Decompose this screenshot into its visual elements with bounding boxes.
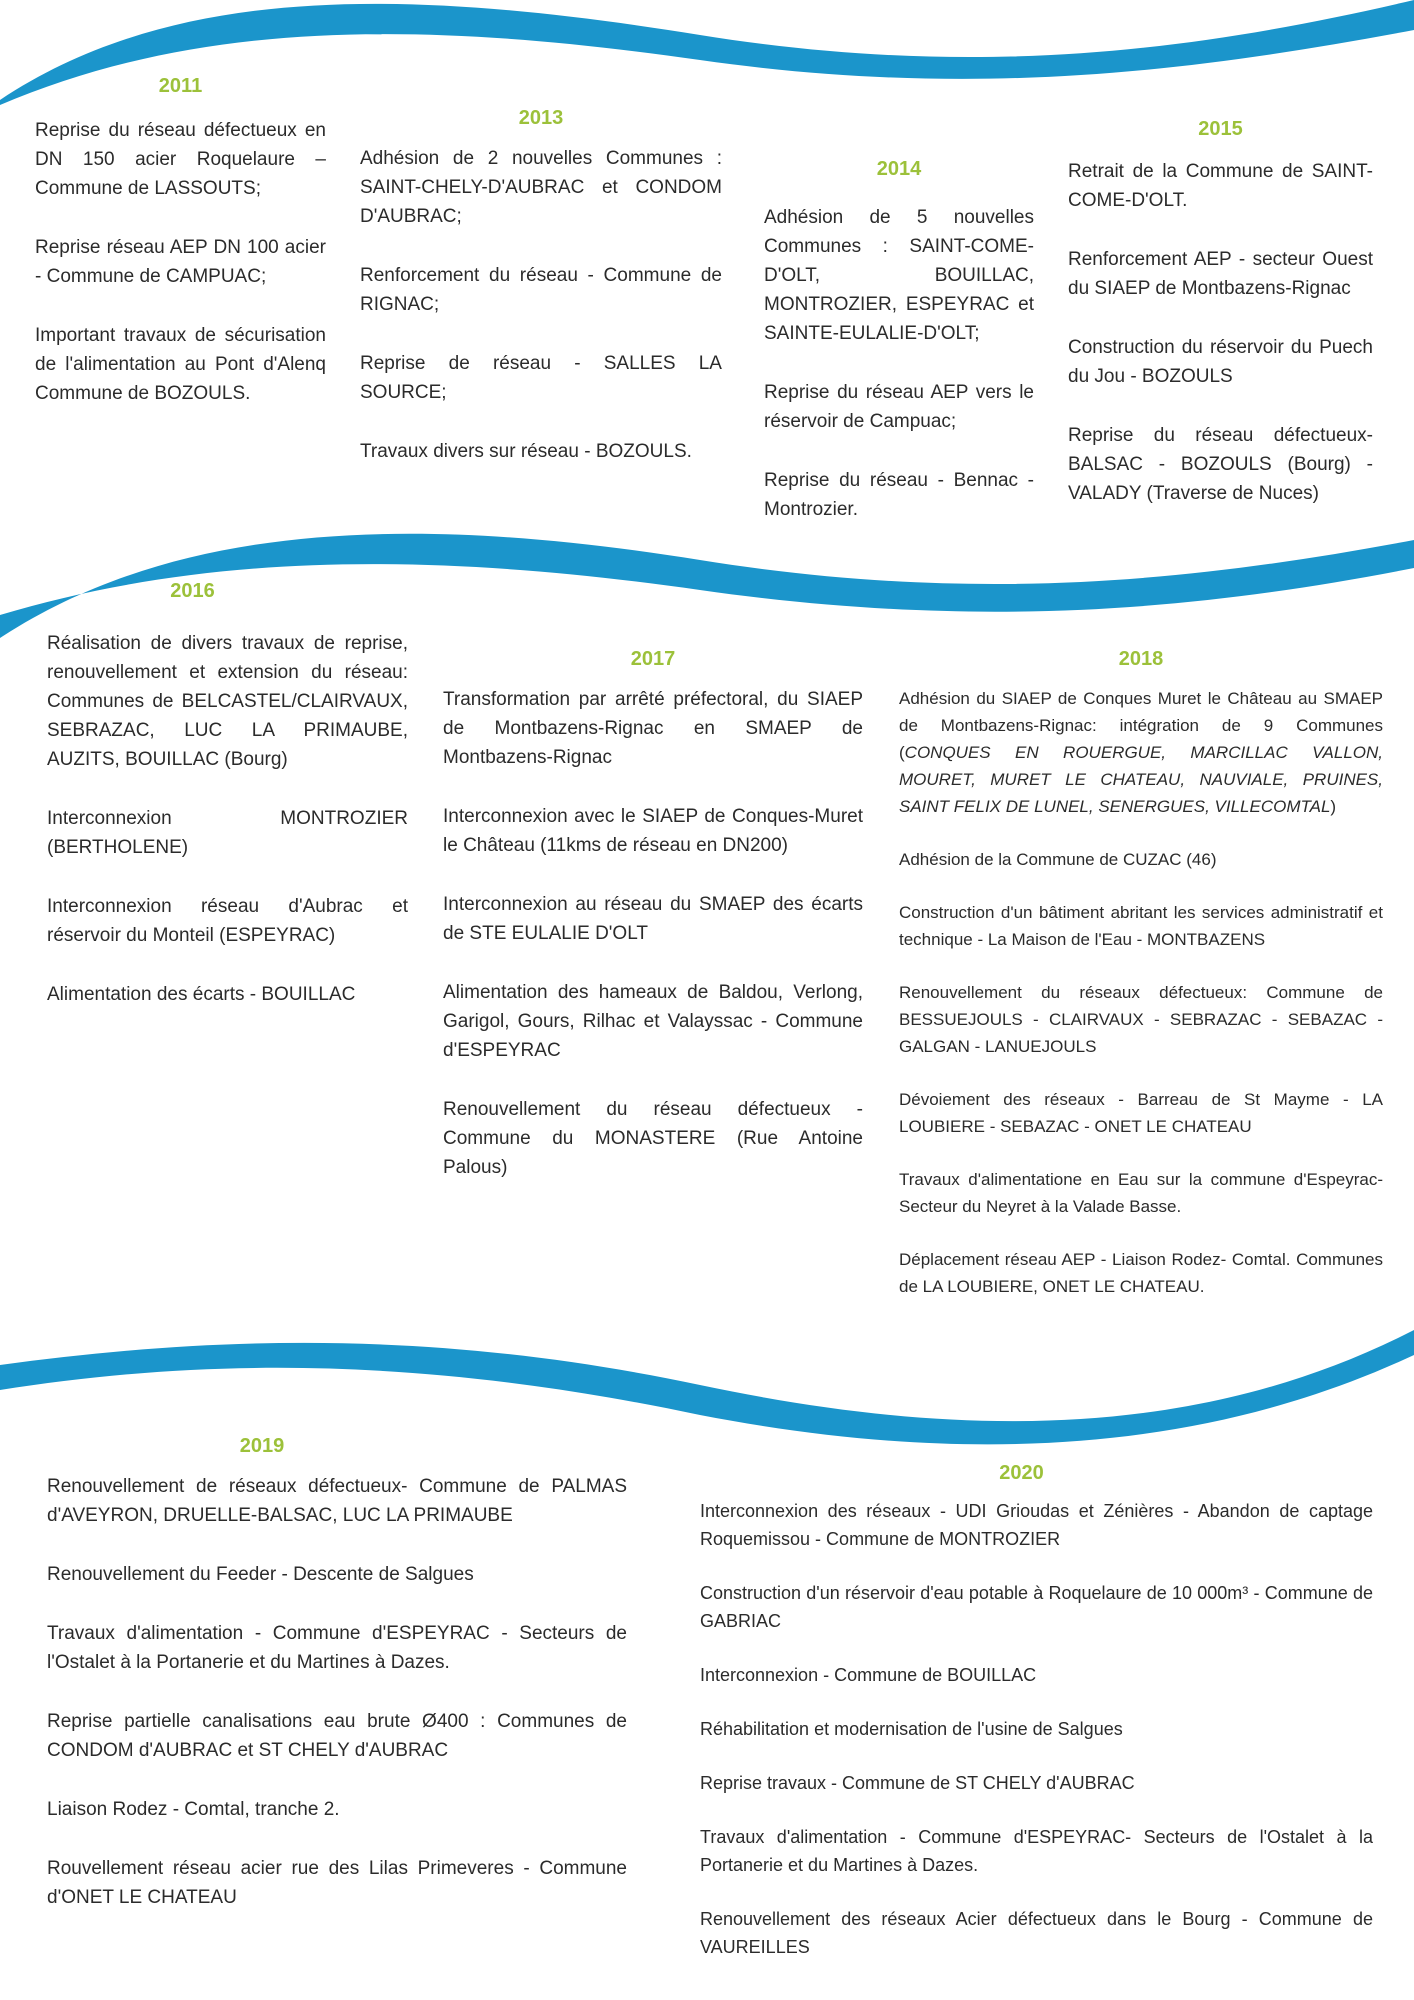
list-item: Rouvellement réseau acier rue des Lilas Primeveres - Commune d'ONET LE CHATEAU: [47, 1858, 627, 1908]
list-item: Alimentation des écarts - BOUILLAC: [47, 984, 356, 1005]
list-item: Renforcement du réseau - Commune de RIGNAC;: [360, 265, 722, 315]
list-item: Renforcement AEP - secteur Ouest du SIAEP de Montbazens-Rignac: [1068, 249, 1373, 299]
section-2011: [35, 75, 326, 438]
year-heading: 2016: [170, 580, 215, 602]
list-item: Travaux d'alimentatione en Eau sur la commune d'Espeyrac- Secteur du Neyret à la Valade Basse.: [899, 1170, 1383, 1216]
list-item: Interconnexion au réseau du SMAEP des écarts de STE EULALIE D'OLT: [443, 894, 863, 944]
list-item: Interconnexion MONTROZIER (BERTHOLENE): [47, 808, 408, 858]
year-heading: 2015: [1198, 118, 1243, 140]
section-2014: [764, 158, 1034, 554]
list-item: [899, 685, 1383, 820]
list-item: Adhésion de la Commune de CUZAC (46): [899, 850, 1217, 869]
list-item: Travaux divers sur réseau - BOZOULS.: [360, 441, 692, 462]
list-item: Renouvellement des réseaux Acier défectueux dans le Bourg - Commune de VAUREILLES: [700, 1909, 1373, 1957]
section-2015: [1068, 118, 1373, 538]
list-item: Dévoiement des réseaux - Barreau de St Mayme - LA LOUBIERE - SEBAZAC - ONET LE CHATEAU: [899, 1090, 1383, 1136]
list-item: Alimentation des hameaux de Baldou, Verlong, Garigol, Gours, Rilhac et Valayssac - Commune d'ESPEYRAC: [443, 982, 863, 1061]
list-item: Transformation par arrêté préfectoral, du SIAEP de Montbazens-Rignac en SMAEP de Montbazens-Rignac: [443, 689, 863, 768]
list-item: Reprise du réseau - Bennac - Montrozier.: [764, 470, 1034, 520]
list-item: Construction d'un réservoir d'eau potable à Roquelaure de 10 000m³ - Commune de GABRIAC: [700, 1583, 1373, 1631]
list-item: Interconnexion - Commune de BOUILLAC: [700, 1665, 1037, 1685]
list-item: Interconnexion des réseaux - UDI Grioudas et Zénières - Abandon de captage Roquemissou - Commune de MONTROZIER: [700, 1501, 1373, 1549]
year-heading: 2011: [158, 75, 203, 97]
year-heading: 2019: [239, 1435, 285, 1457]
list-item: Construction du réservoir du Puech du Jou - BOZOULS: [1068, 337, 1373, 387]
list-item: Reprise du réseau défectueux en DN 150 acier Roquelaure – Commune de LASSOUTS;: [35, 120, 326, 199]
list-item: Adhésion de 2 nouvelles Communes : SAINT-CHELY-D'AUBRAC et CONDOM D'AUBRAC;: [360, 148, 722, 227]
section-2018: [899, 648, 1383, 1326]
list-item: Déplacement réseau AEP - Liaison Rodez- Comtal. Communes de LA LOUBIERE, ONET LE CHATEAU.: [899, 1250, 1383, 1296]
list-item: Important travaux de sécurisation de l'alimentation au Pont d'Alenq Commune de BOZOULS.: [35, 325, 326, 404]
communes-list: CONQUES EN ROUERGUE, MARCILLAC VALLON, MOURET, MURET LE CHATEAU, NAUVIALE, PRUINES, SAINT FELIX DE LUNEL, SENERGUES, VILLECOMTAL: [899, 743, 1383, 816]
section-2020: [700, 1462, 1373, 1987]
year-heading: 2013: [518, 107, 564, 129]
list-item: Réhabilitation et modernisation de l'usine de Salgues: [700, 1719, 1123, 1739]
list-item: Renouvellement du réseaux défectueux: Commune de BESSUEJOULS - CLAIRVAUX - SEBRAZAC - SEBAZAC - GALGAN - LANUEJOULS: [899, 983, 1383, 1056]
intro-text: Adhésion du SIAEP de Conques Muret le Château au SMAEP de Montbazens-Rignac: intégration de 9 Communes (: [899, 689, 1383, 762]
list-item: Liaison Rodez - Comtal, tranche 2.: [47, 1799, 340, 1820]
year-heading: 2020: [999, 1462, 1044, 1484]
list-item: Reprise de réseau - SALLES LA SOURCE;: [360, 353, 722, 403]
list-item: Adhésion de 5 nouvelles Communes : SAINT-COME-D'OLT, BOUILLAC, MONTROZIER, ESPEYRAC et SAINTE-EULALIE-D'OLT;: [764, 207, 1034, 344]
year-heading: 2018: [1118, 648, 1164, 670]
list-item: Reprise du réseau AEP vers le réservoir de Campuac;: [764, 382, 1034, 432]
year-heading: 2017: [630, 648, 676, 670]
list-item: Construction d'un bâtiment abritant les services administratif et technique - La Maison de l'Eau - MONTBAZENS: [899, 903, 1383, 949]
section-2013: [360, 107, 722, 496]
list-item: Reprise du réseau défectueux- BALSAC - BOZOULS (Bourg) - VALADY (Traverse de Nuces): [1068, 425, 1373, 504]
list-item: Renouvellement de réseaux défectueux- Commune de PALMAS d'AVEYRON, DRUELLE-BALSAC, LUC LA PRIMAUBE: [47, 1476, 627, 1526]
list-item: Reprise réseau AEP DN 100 acier - Commune de CAMPUAC;: [35, 237, 326, 287]
list-item: Réalisation de divers travaux de reprise, renouvellement et extension du réseau: Communes de BELCASTEL/CLAIRVAUX, SEBRAZAC, LUC LA PRIMAUBE, AUZITS, BOUILLAC (Bourg): [47, 633, 408, 770]
section-2016: [47, 580, 408, 1039]
list-item: Reprise partielle canalisations eau brute Ø400 : Communes de CONDOM d'AUBRAC et ST CHELY d'AUBRAC: [47, 1711, 627, 1761]
list-item: Reprise travaux - Commune de ST CHELY d'AUBRAC: [700, 1773, 1135, 1793]
list-item: Renouvellement du réseau défectueux - Commune du MONASTERE (Rue Antoine Palous): [443, 1099, 863, 1178]
list-item: Travaux d'alimentation - Commune d'ESPEYRAC - Secteurs de l'Ostalet à la Portanerie et du Martines à Dazes.: [47, 1623, 627, 1673]
list-item: Interconnexion avec le SIAEP de Conques-Muret le Château (11kms de réseau en DN200): [443, 806, 863, 856]
section-2019: [47, 1435, 627, 1942]
list-item: Renouvellement du Feeder - Descente de Salgues: [47, 1564, 474, 1585]
closing-paren: ): [1330, 797, 1337, 816]
list-item: Interconnexion réseau d'Aubrac et réservoir du Monteil (ESPEYRAC): [47, 896, 408, 946]
list-item: Retrait de la Commune de SAINT-COME-D'OLT.: [1068, 161, 1373, 211]
list-item: Travaux d'alimentation - Commune d'ESPEYRAC- Secteurs de l'Ostalet à la Portanerie et du Martines à Dazes.: [700, 1827, 1373, 1875]
year-heading: 2014: [876, 158, 922, 180]
section-2017: [443, 648, 863, 1212]
